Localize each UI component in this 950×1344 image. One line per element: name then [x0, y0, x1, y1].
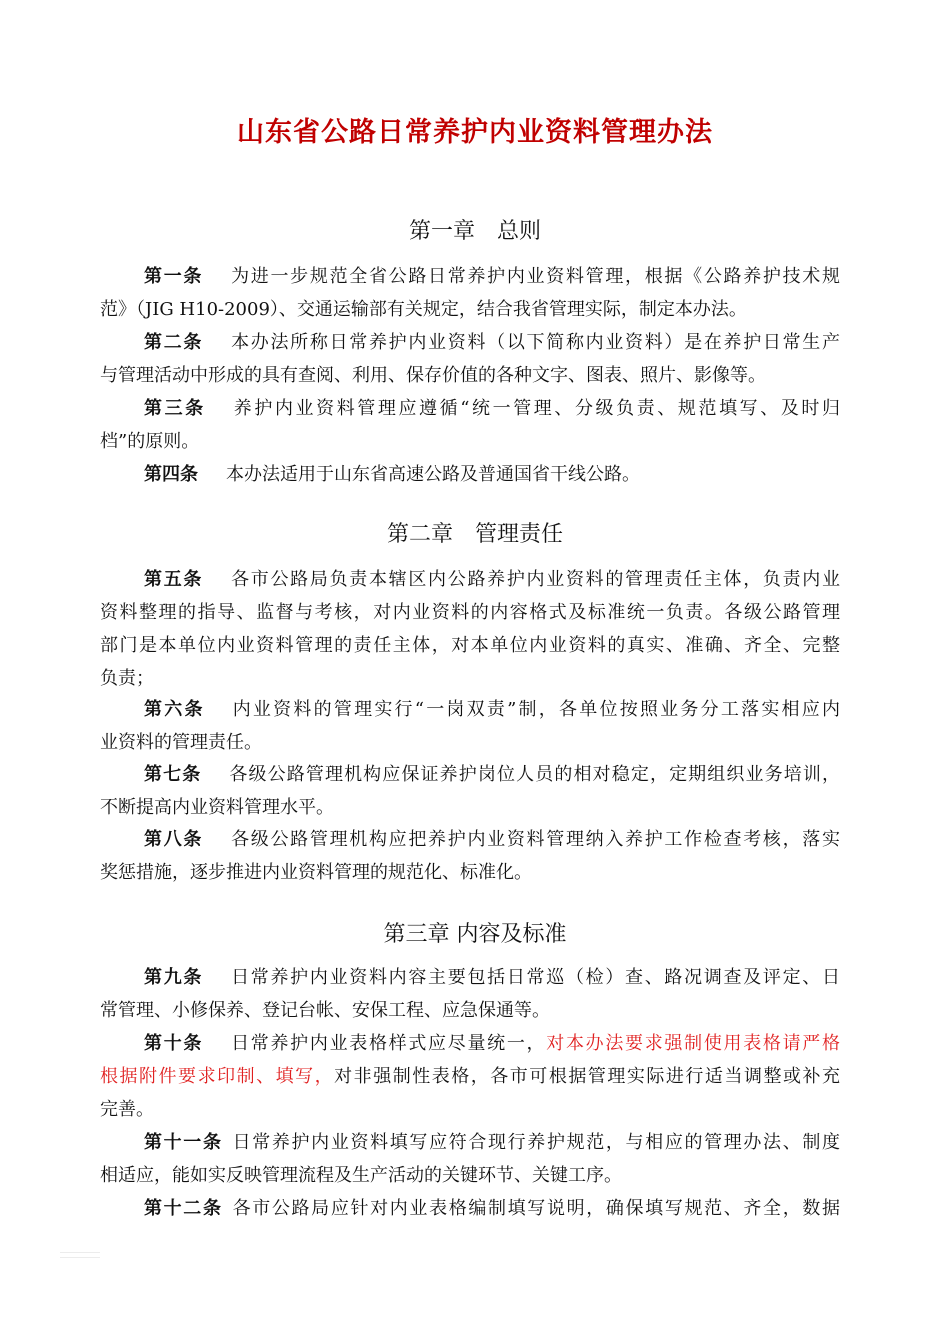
article-9: [100, 961, 840, 1027]
article-number: 第五条: [144, 569, 204, 590]
article-text: 范》（JIG H10-2009）、交通运输部有关规定，结合我省管理实际，制定本办法。: [100, 299, 747, 320]
article-text: 负责；: [100, 668, 154, 689]
chapter-heading-1: 第一章 总则: [408, 219, 541, 244]
article-text: 内业资料的管理实行“一岗双责”制，各单位按照业务分工落实相应内: [232, 699, 840, 720]
article-number: 第二条: [144, 332, 204, 353]
page-corner-mark: [60, 1252, 100, 1266]
article-text: 日常养护内业表格样式应尽量统一，: [231, 1033, 547, 1054]
article-text: 部门是本单位内业资料管理的责任主体，对本单位内业资料的真实、准确、齐全、完整: [100, 635, 840, 656]
article-text: 本办法所称日常养护内业资料（以下简称内业资料）是在养护日常生产: [231, 332, 840, 353]
highlighted-requirement-text: 对本办法要求强制使用表格请严格: [546, 1033, 840, 1054]
article-text: 日常养护内业资料填写应符合现行养护规范，与相应的管理办法、制度: [232, 1132, 840, 1153]
article-text: 奖惩措施，逐步推进内业资料管理的规范化、标准化。: [100, 862, 532, 883]
article-text: 为进一步规范全省公路日常养护内业资料管理，根据《公路养护技术规: [231, 266, 840, 287]
article-text: 本办法适用于山东省高速公路及普通国省干线公路。: [226, 464, 640, 485]
article-number: 第八条: [144, 829, 204, 850]
article-10: [100, 1027, 840, 1126]
article-text: 各市公路局应针对内业表格编制填写说明，确保填写规范、齐全，数据: [232, 1198, 840, 1219]
article-number: 第十一条: [144, 1132, 223, 1153]
chapter-heading-3: 第三章 内容及标准: [383, 922, 567, 947]
article-6: [100, 693, 840, 759]
article-5: [100, 563, 840, 695]
article-number: 第一条: [144, 266, 204, 287]
article-text: 日常养护内业资料内容主要包括日常巡（检）查、路况调查及评定、日: [231, 967, 840, 988]
article-number: 第六条: [144, 699, 205, 720]
article-text: 对非强制性表格，各市可根据管理实际进行适当调整或补充: [334, 1066, 840, 1087]
article-4: [100, 458, 840, 491]
article-text: 不断提高内业资料管理水平。: [100, 797, 334, 818]
article-text: 各级公路管理机构应把养护内业资料管理纳入养护工作检查考核，落实: [231, 829, 840, 850]
article-text: 档”的原则。: [100, 431, 200, 452]
article-text: 完善。: [100, 1099, 154, 1120]
article-11: [100, 1126, 840, 1192]
article-number: 第七条: [144, 764, 202, 785]
article-text: 资料整理的指导、监督与考核，对内业资料的内容格式及标准统一负责。各级公路管理: [100, 602, 840, 623]
highlighted-requirement-text: 根据附件要求印制、填写，: [100, 1066, 335, 1087]
article-3: [100, 392, 840, 458]
article-1: [100, 260, 840, 326]
article-text: 各市公路局负责本辖区内公路养护内业资料的管理责任主体，负责内业: [231, 569, 840, 590]
article-text: 相适应，能如实反映管理流程及生产活动的关键环节、关键工序。: [100, 1165, 622, 1186]
article-text: 与管理活动中形成的具有查阅、利用、保存价值的各种文字、图表、照片、影像等。: [100, 365, 766, 386]
article-text: 常管理、小修保养、登记台帐、安保工程、应急保通等。: [100, 1000, 550, 1021]
article-number: 第九条: [144, 967, 204, 988]
article-number: 第十二条: [144, 1198, 223, 1219]
article-12: [100, 1192, 840, 1225]
article-text: 业资料的管理责任。: [100, 732, 262, 753]
document-title: 山东省公路日常养护内业资料管理办法: [237, 117, 713, 148]
article-7: [100, 758, 840, 824]
article-2: [100, 326, 840, 392]
article-number: 第四条: [144, 464, 198, 485]
chapter-heading-2: 第二章 管理责任: [386, 522, 563, 547]
article-text: 养护内业资料管理应遵循“统一管理、分级负责、规范填写、及时归: [233, 398, 840, 419]
article-8: [100, 823, 840, 889]
article-number: 第三条: [144, 398, 206, 419]
article-number: 第十条: [144, 1033, 204, 1054]
article-text: 各级公路管理机构应保证养护岗位人员的相对稳定，定期组织业务培训，: [229, 764, 840, 785]
